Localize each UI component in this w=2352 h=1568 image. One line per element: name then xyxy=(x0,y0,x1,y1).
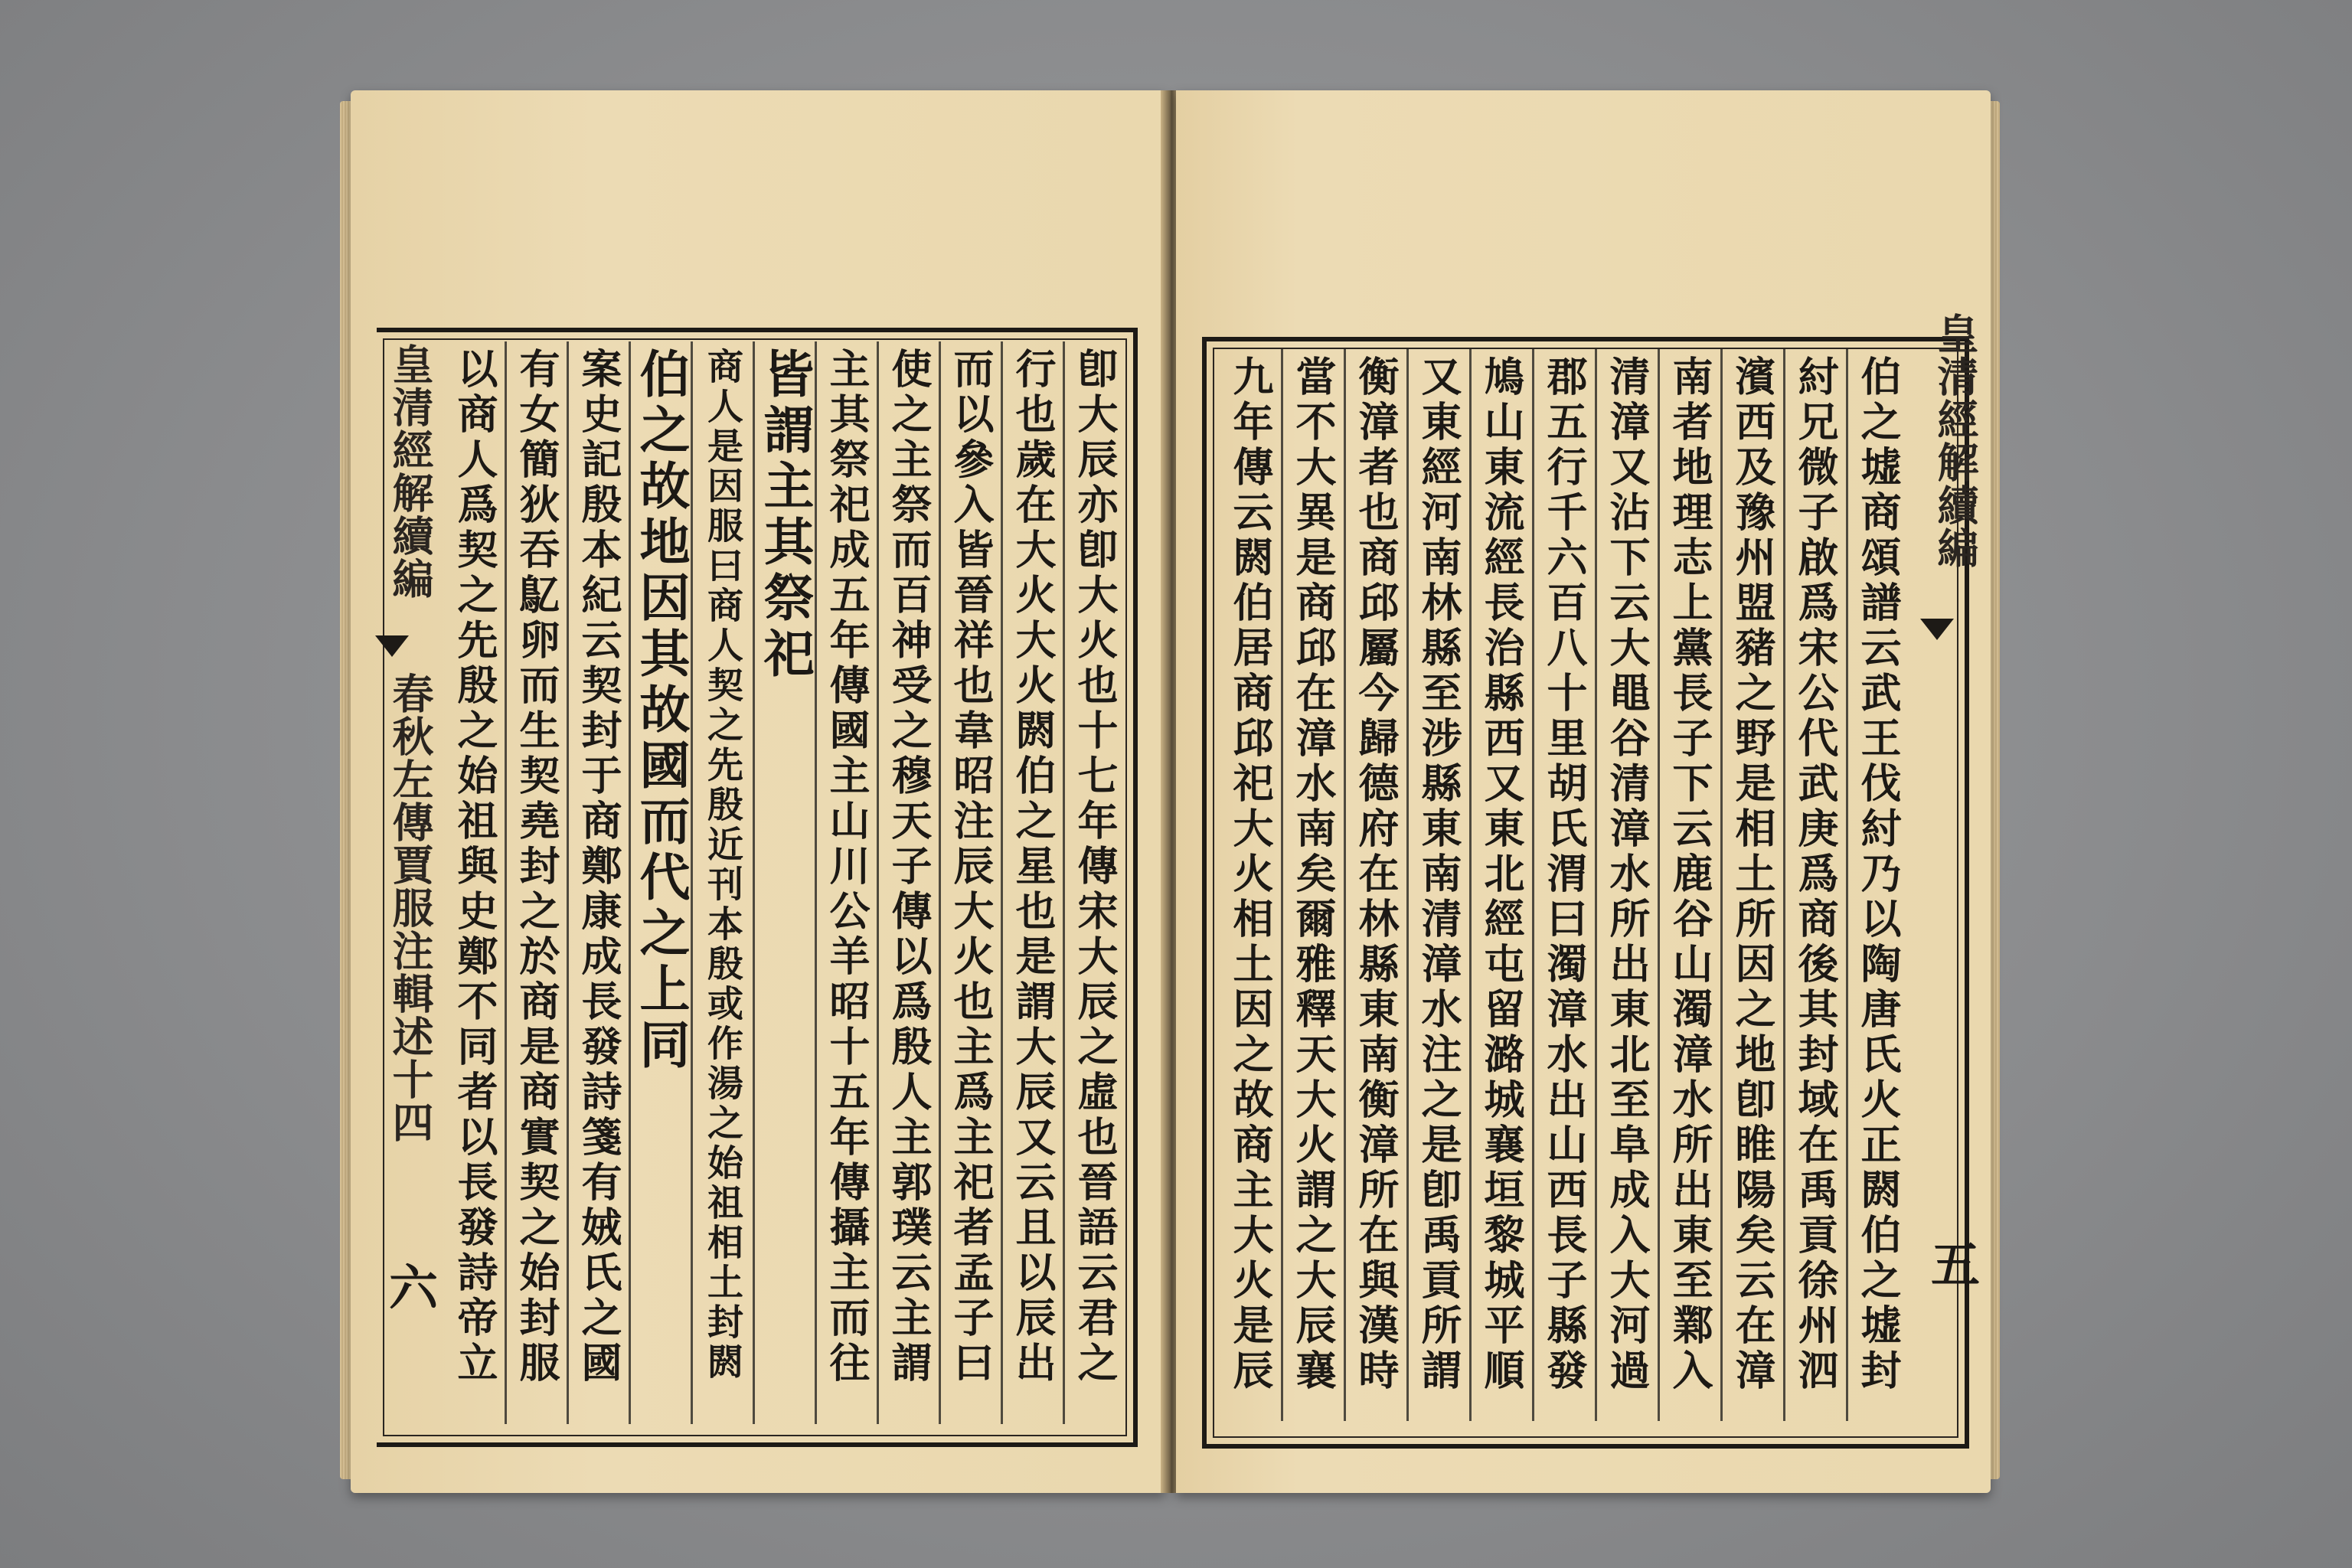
book-fore-edge-right xyxy=(1989,101,2000,1479)
text-column xyxy=(1784,355,1847,1416)
text-column xyxy=(567,348,629,1419)
column-text: 皆謂主其祭祀 xyxy=(755,348,815,683)
column-text: 商人是因服曰商人契之先殷近刊本殷或作湯之始祖相土封閼 xyxy=(701,348,743,1383)
fish-tail-ornament-right xyxy=(1920,619,1954,640)
left-margin-section-title: 春秋左傳賈服注輯述十四 xyxy=(386,672,435,1144)
column-text: 而以參入皆晉祥也韋昭注辰大火也主爲主祀者孟子曰 xyxy=(947,348,995,1387)
column-text: 以商人爲契之先殷之始祖與史鄭不同者以長發詩帝立 xyxy=(451,348,498,1387)
text-column xyxy=(939,348,1001,1419)
column-text: 又東經河南林縣至涉縣東南清漳水注之是卽禹貢所謂 xyxy=(1415,355,1462,1394)
column-text: 伯之故地因其故國而代之上同 xyxy=(631,348,691,1074)
column-text: 紂兄微子啟爲宋公代武庚爲商後其封域在禹貢徐州泗 xyxy=(1792,355,1839,1394)
column-text: 鳩山東流經長治縣西又東北經屯留潞城襄垣黎城平順 xyxy=(1478,355,1525,1394)
column-text: 郡五行千六百八十里胡氏渭曰濁漳水出山西長子縣發 xyxy=(1540,355,1588,1394)
column-text: 案史記殷本紀云契封于商鄭康成長發詩箋有娀氏之國 xyxy=(575,348,622,1387)
column-text: 主其祭祀成五年傳國主山川公羊昭十五年傳攝主而往 xyxy=(823,348,871,1387)
text-column xyxy=(815,348,877,1419)
left-page xyxy=(351,90,1165,1493)
column-text: 南者地理志上黨長子下云鹿谷山濁漳水所出東至鄴入 xyxy=(1666,355,1713,1394)
right-page xyxy=(1176,90,1991,1493)
left-folio-number: 六 xyxy=(381,1262,438,1311)
column-text: 清漳又沾下云大黽谷清漳水所出東北至阜成入大河過 xyxy=(1603,355,1651,1394)
text-column xyxy=(753,348,815,1419)
text-column xyxy=(1407,355,1470,1416)
text-column xyxy=(505,348,567,1419)
text-column xyxy=(1001,348,1063,1419)
text-column xyxy=(1063,348,1125,1419)
fish-tail-ornament xyxy=(375,635,409,657)
column-text: 九年傳云閼伯居商邱祀大火相土因之故商主大火是辰 xyxy=(1227,355,1274,1394)
text-column xyxy=(1847,355,1909,1416)
text-column xyxy=(443,348,505,1419)
text-column xyxy=(629,348,691,1419)
right-folio-number: 五 xyxy=(1922,1239,1980,1288)
text-column xyxy=(1721,355,1784,1416)
column-text: 濱西及豫州盟豬之野是相土所因之地卽睢陽矣云在漳 xyxy=(1729,355,1776,1394)
right-margin-book-title: 皇清經解續編 xyxy=(1931,312,1980,570)
text-column xyxy=(1344,355,1407,1416)
text-column xyxy=(1282,355,1344,1416)
text-column xyxy=(1533,355,1596,1416)
text-column xyxy=(1219,355,1282,1416)
text-column xyxy=(877,348,939,1419)
column-text: 行也歲在大火大火閼伯之星也是謂大辰又云且以辰出 xyxy=(1009,348,1057,1387)
column-text: 有女簡狄吞鳦卵而生契堯封之於商是商實契之始封服 xyxy=(513,348,560,1387)
text-column xyxy=(1470,355,1533,1416)
text-column xyxy=(1596,355,1658,1416)
column-text: 衡漳者也商邱屬今歸德府在林縣東南衡漳所在與漢時 xyxy=(1352,355,1400,1394)
column-text: 使之主祭而百神受之穆天子傳以爲殷人主郭璞云主謂 xyxy=(885,348,933,1387)
column-text: 伯之墟商頌譜云武王伐紂乃以陶唐氏火正閼伯之墟封 xyxy=(1854,355,1902,1394)
text-column xyxy=(691,348,753,1419)
text-column xyxy=(1658,355,1721,1416)
left-margin-book-title: 皇清經解續編 xyxy=(386,343,435,600)
open-book xyxy=(351,90,1991,1493)
column-text: 卽大辰亦卽大火也十七年傳宋大辰之虛也晉語云君之 xyxy=(1071,348,1119,1387)
column-text: 當不大異是商邱在漳水南矣爾雅釋天大火謂之大辰襄 xyxy=(1289,355,1337,1394)
